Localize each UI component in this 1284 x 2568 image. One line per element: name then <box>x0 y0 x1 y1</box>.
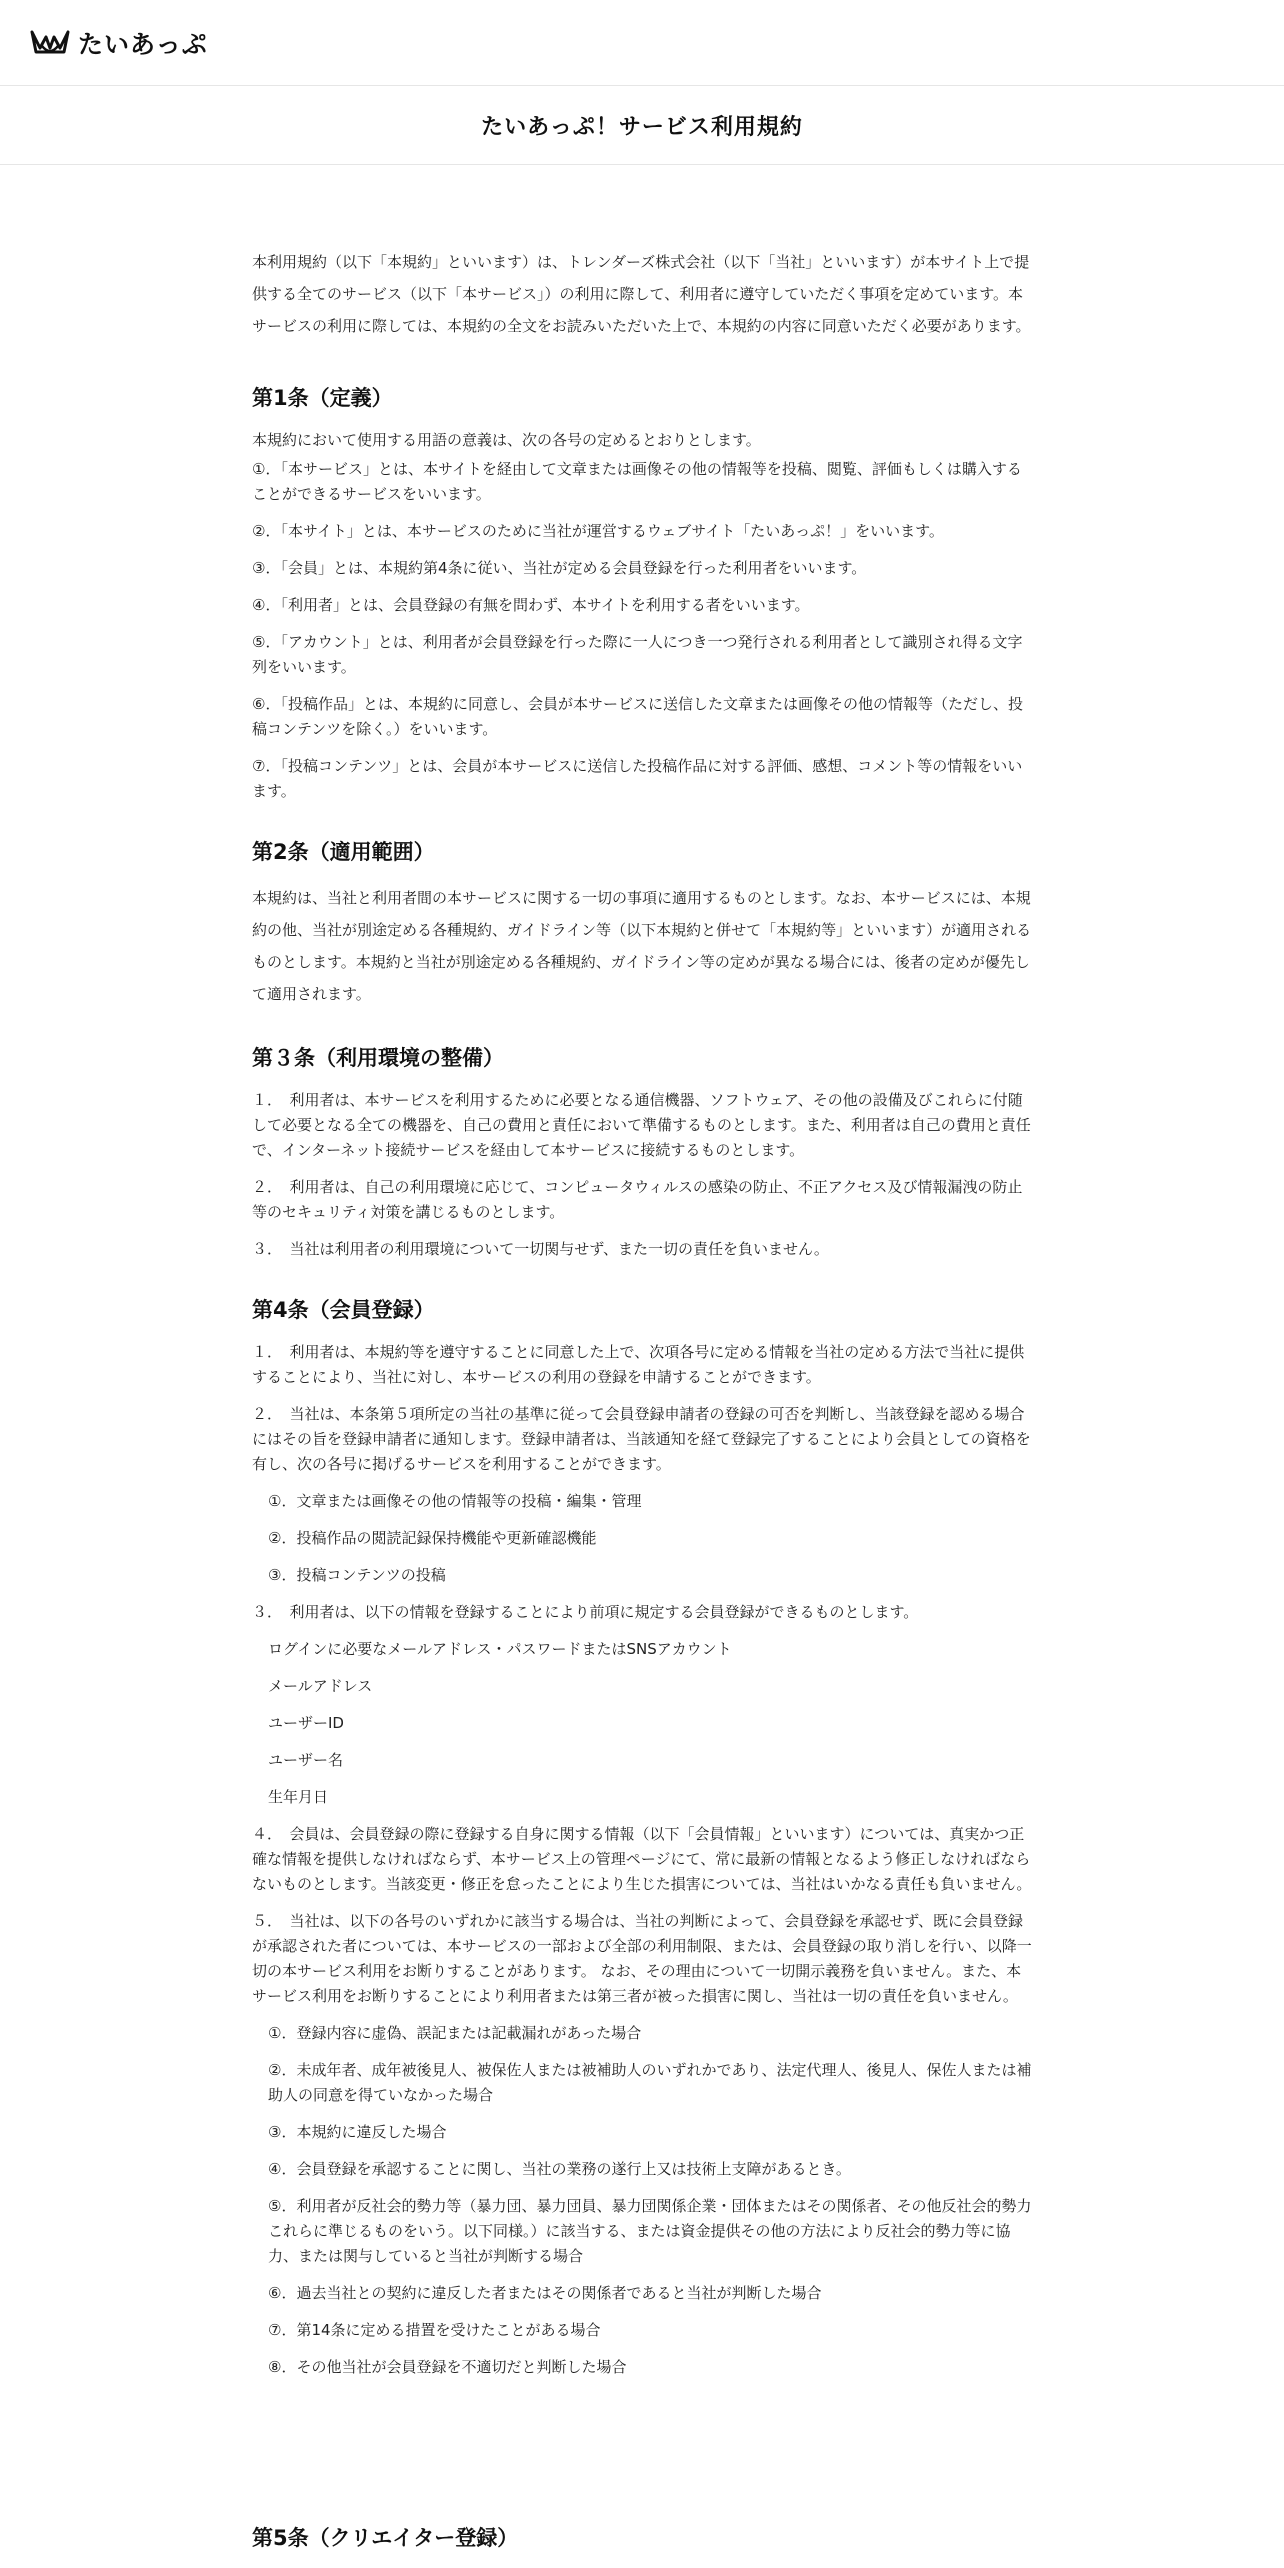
clause-item: ２． 利用者は、自己の利用環境に応じて、コンピュータウィルスの感染の防止、不正アクセス及び情報漏洩の防止等のセキュリティ対策を講じるものとします。 <box>252 1178 1023 1221</box>
article-4-heading: 第4条（会員登録） <box>252 1298 435 1322</box>
terms-content <box>252 246 1032 2412</box>
refusal-reason-item: ③．本規約に違反した場合 <box>268 2123 447 2141</box>
article-1 <box>252 382 1032 804</box>
clause-item: ３． 当社は利用者の利用環境について一切関与せず、また一切の責任を負いません。 <box>252 1240 829 1258</box>
definition-item: ②．「本サイト」とは、本サービスのために当社が運営するウェブサイト「たいあっぷ！」をいいます。 <box>252 522 944 540</box>
definition-item: ⑦．「投稿コンテンツ」とは、会員が本サービスに送信した投稿作品に対する評価、感想、コメント等の情報をいいます。 <box>252 757 1023 800</box>
refusal-reason-item: ⑦．第14条に定める措置を受けたことがある場合 <box>268 2321 601 2339</box>
clause-item: １． 利用者は、本サービスを利用するために必要となる通信機器、ソフトウェア、その他の設備及びこれらに付随して必要となる全ての機器を、自己の費用と責任において準備するものとします。また、利用者は自己の費用と責任で、インターネット接続サービスを経由して本サービスに接続するものとします。 <box>252 1091 1031 1159</box>
intro-paragraph: 本利用規約（以下「本規約」といいます）は、トレンダーズ株式会社（以下「当社」といいます）が本サイト上で提供する全てのサービス（以下「本サービス」）の利用に際して、利用者に遵守していただく事項を定めています。本サービスの利用に際しては、本規約の全文をお読みいただいた上で、本規約の内容に同意いただく必要があります。 <box>252 253 1031 335</box>
site-header <box>0 0 1284 86</box>
definition-item: ④．「利用者」とは、会員登録の有無を問わず、本サイトを利用する者をいいます。 <box>252 596 810 614</box>
article-2-heading: 第2条（適用範囲） <box>252 840 435 864</box>
article-2-body: 本規約は、当社と利用者間の本サービスに関する一切の事項に適用するものとします。なお、本サービスには、本規約の他、当社が別途定める各種規約、ガイドライン等（以下本規約と併せて「本規約等」といいます）が適用されるものとします。本規約と当社が別途定める各種規約、ガイドライン等の定めが異なる場合には、後者の定めが優先して適用されます。 <box>252 889 1032 1003</box>
definition-item: ③．「会員」とは、本規約第4条に従い、当社が定める会員登録を行った利用者をいいます。 <box>252 559 867 577</box>
refusal-reason-item: ②．未成年者、成年被後見人、被保佐人または被補助人のいずれかであり、法定代理人、後見人、保佐人または補助人の同意を得ていなかった場合 <box>268 2061 1032 2104</box>
registration-info-item: メールアドレス <box>268 1677 373 1695</box>
registration-info-item: ログインに必要なメールアドレス・パスワードまたはSNSアカウント <box>268 1640 732 1658</box>
service-list-item: ③．投稿コンテンツの投稿 <box>268 1566 446 1584</box>
clause-item: ４． 会員は、会員登録の際に登録する自身に関する情報（以下「会員情報」といいます）については、真実かつ正確な情報を提供しなければならず、本サービス上の管理ページにて、常に最新の情報となるよう修正しなければならないものとします。当該変更・修正を怠ったことにより生じた損害については、当社はいかなる責任も負いません。 <box>252 1825 1032 1893</box>
definition-item: ⑥．「投稿作品」とは、本規約に同意し、会員が本サービスに送信した文章または画像その他の情報等（ただし、投稿コンテンツを除く。）をいいます。 <box>252 695 1023 738</box>
clause-item: ２． 当社は、本条第５項所定の当社の基準に従って会員登録申請者の登録の可否を判断し、当該登録を認める場合にはその旨を登録申請者に通知します。登録申請者は、当該通知を経て登録完了することにより会員としての資格を有し、次の各号に掲げるサービスを利用することができます。 <box>252 1405 1031 1473</box>
logo-text: たいあっぷ <box>78 30 208 59</box>
clause-item: ３． 利用者は、以下の情報を登録することにより前項に規定する会員登録ができるものとします。 <box>252 1603 919 1621</box>
registration-info-item: ユーザーID <box>268 1714 344 1732</box>
clause-item: １． 利用者は、本規約等を遵守することに同意した上で、次項各号に定める情報を当社の定める方法で当社に提供することにより、当社に対し、本サービスの利用の登録を申請することができます。 <box>252 1343 1025 1386</box>
service-list-item: ①．文章または画像その他の情報等の投稿・編集・管理 <box>268 1492 642 1510</box>
service-list-item: ②．投稿作品の閲読記録保持機能や更新確認機能 <box>268 1529 597 1547</box>
article-2 <box>252 836 1032 1010</box>
definition-item: ⑤．「アカウント」とは、利用者が会員登録を行った際に一人につき一つ発行される利用者として識別され得る文字列をいいます。 <box>252 633 1023 676</box>
refusal-reason-item: ①．登録内容に虚偽、誤記または記載漏れがあった場合 <box>268 2024 642 2042</box>
article-1-heading: 第1条（定義） <box>252 386 393 410</box>
article-1-lead: 本規約において使用する用語の意義は、次の各号の定めるとおりとします。 <box>252 431 761 449</box>
registration-info-item: 生年月日 <box>268 1788 329 1806</box>
article-3-heading: 第３条（利用環境の整備） <box>252 1046 504 1070</box>
article-4 <box>252 1294 1032 2380</box>
definition-item: ①．「本サービス」とは、本サイトを経由して文章または画像その他の情報等を投稿、閲覧、評価もしくは購入することができるサービスをいいます。 <box>252 460 1022 503</box>
clause-item: ５． 当社は、以下の各号のいずれかに該当する場合は、当社の判断によって、会員登録を承認せず、既に会員登録が承認された者については、本サービスの一部および全部の利用制限、または、会員登録の取り消しを行い、以降一切の本サービス利用をお断りすることがあります。 なお、その理由について一切開示義務を負いません。また、本サービス利用をお断りすることにより利用者または第三者が被った損害に関し、当社は一切の責任を負いません。 <box>252 1912 1032 2005</box>
refusal-reason-item: ⑥．過去当社との契約に違反した者またはその関係者であると当社が判断した場合 <box>268 2284 822 2302</box>
refusal-reason-item: ⑤．利用者が反社会的勢力等（暴力団、暴力団員、暴力団関係企業・団体またはその関係者、その他反社会的勢力これらに準じるものをいう。以下同様。）に該当する、または資金提供その他の方法により反社会的勢力等に協力、または関与していると当社が判断する場合 <box>268 2197 1032 2265</box>
page-title: たいあっぷ！サービス利用規約 <box>481 114 803 140</box>
refusal-reason-item: ⑧．その他当社が会員登録を不適切だと判断した場合 <box>268 2358 627 2376</box>
site-logo[interactable] <box>30 25 208 61</box>
refusal-reason-item: ④．会員登録を承認することに関し、当社の業務の遂行上又は技術上支障があるとき。 <box>268 2160 851 2178</box>
registration-info-item: ユーザー名 <box>268 1751 344 1769</box>
crown-logo-icon <box>30 28 70 58</box>
article-5-heading: 第5条（クリエイター登録） <box>252 2526 519 2550</box>
title-bar <box>0 86 1284 165</box>
article-3 <box>252 1042 1032 1262</box>
